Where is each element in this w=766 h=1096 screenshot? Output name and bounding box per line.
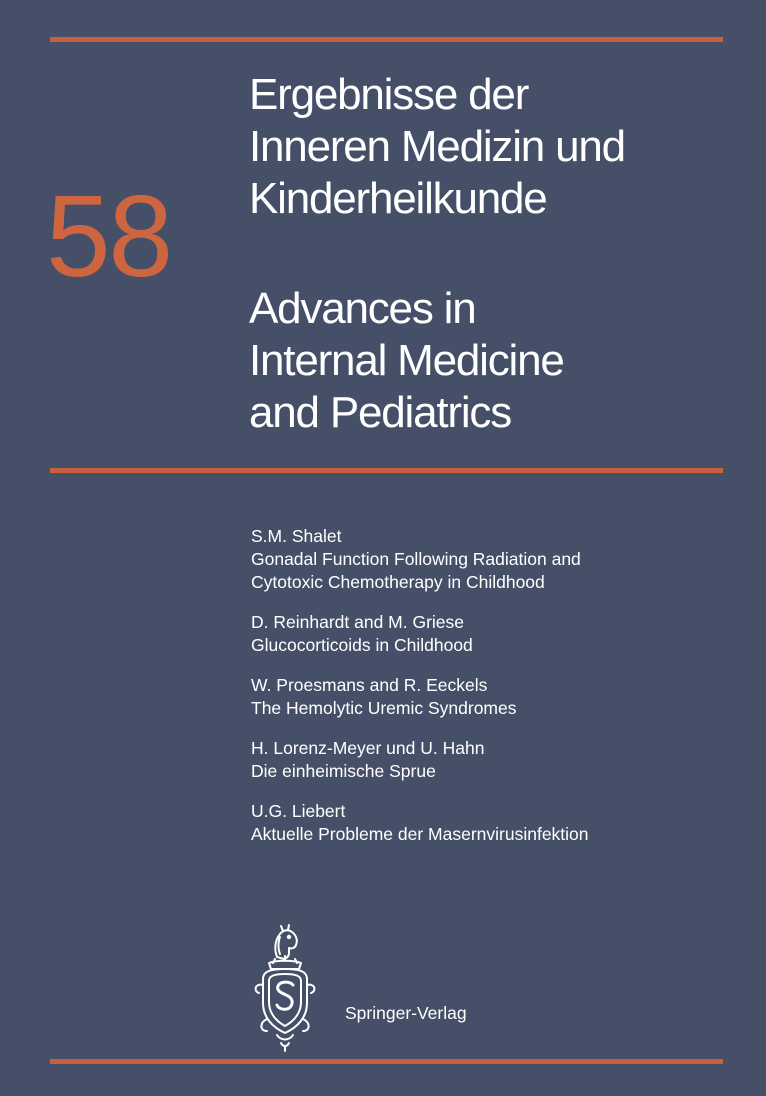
springer-horse-logo-icon: [247, 923, 323, 1053]
contents-entry: [251, 737, 721, 783]
bottom-divider: [50, 1059, 723, 1064]
english-title: [249, 283, 564, 439]
top-divider: [50, 37, 723, 42]
entry-title: Cytotoxic Chemotherapy in Childhood: [251, 572, 545, 592]
entry-author: S.M. Shalet: [251, 526, 342, 546]
contents-entry: [251, 800, 721, 846]
german-title: [249, 69, 625, 225]
contents-entry: [251, 674, 721, 720]
entry-title: Aktuelle Probleme der Masernvirusinfektion: [251, 824, 589, 844]
english-title-line: Advances in: [249, 284, 476, 333]
publisher-name: Springer-Verlag: [345, 1003, 467, 1023]
german-title-line: Ergebnisse der: [249, 70, 529, 119]
german-title-line: Kinderheilkunde: [249, 174, 547, 223]
entry-title: Gonadal Function Following Radiation and: [251, 549, 581, 569]
contents-entry: [251, 611, 721, 657]
entry-title: The Hemolytic Uremic Syndromes: [251, 698, 517, 718]
entry-author: D. Reinhardt and M. Griese: [251, 612, 465, 632]
german-title-line: Inneren Medizin und: [249, 122, 625, 171]
entry-title: Glucocorticoids in Childhood: [251, 635, 473, 655]
english-title-line: and Pediatrics: [249, 388, 512, 437]
middle-divider: [50, 468, 723, 473]
volume-number: 58: [46, 171, 172, 301]
entry-author: U.G. Liebert: [251, 801, 346, 821]
english-title-line: Internal Medicine: [249, 336, 564, 385]
entry-author: W. Proesmans and R. Eeckels: [251, 675, 488, 695]
entry-author: H. Lorenz-Meyer und U. Hahn: [251, 738, 485, 758]
contents-entry: [251, 525, 721, 594]
entry-title: Die einheimische Sprue: [251, 761, 436, 781]
contents-list: [251, 525, 721, 863]
